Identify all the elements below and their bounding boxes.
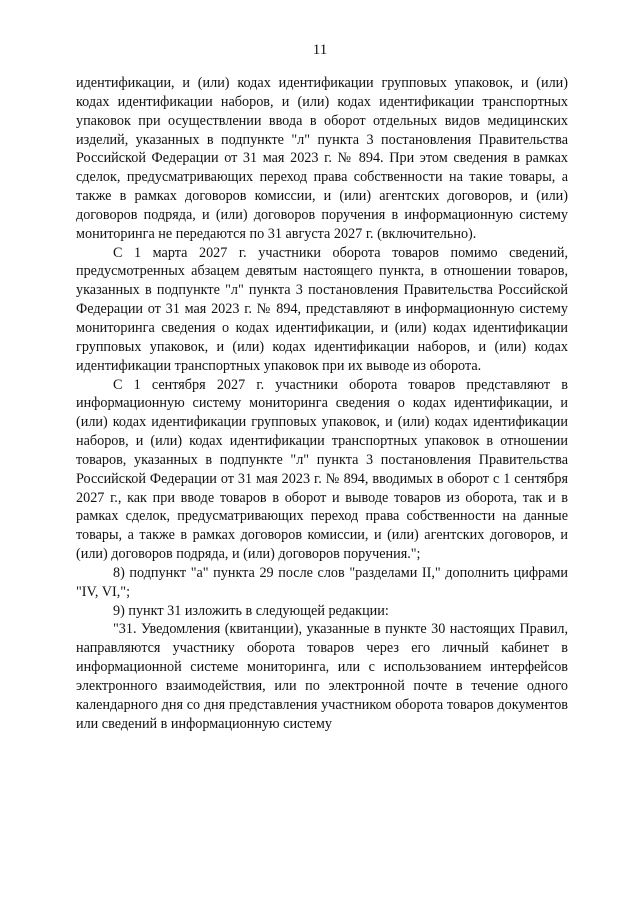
paragraph-item-31: "31. Уведомления (квитанции), указанные в пункте 30 настоящих Правил, направляются участнику оборота товаров через его личный кабинет в информационной системе мониторинга, или с использованием интерфейсов электронного взаимодействия, или по электронной почте в течение одного календарного дня со дня представления участником оборота товаров документов или сведений в информационную систему	[76, 621, 568, 732]
paragraph-subitem-8: 8) подпункт "а" пункта 29 после слов "разделами II," дополнить цифрами "IV, VI,";	[76, 564, 568, 600]
document-body	[76, 74, 568, 734]
paragraph-september-2027: С 1 сентября 2027 г. участники оборота товаров представляют в информационную систему мониторинга сведения о кодах идентификации, и (или) кодах идентификации групповых упаковок, и (или) кодах идентификации наборов, и (или) кодах идентификации транспортных упаковок в отношении товаров, указанных в подпункте "л" пункта 3 постановления Правительства Российской Федерации от 31 мая 2023 г. № 894, вводимых в оборот с 1 сентября 2027 г., как при вводе товаров в оборот и выводе товаров из оборота, так и в рамках сделок, предусматривающих переход права собственности на данные товары, а также в рамках договоров комиссии, и (или) агентских договоров, и (или) договоров подряда, и (или) договоров поручения.";	[76, 376, 568, 563]
page-number: 11	[312, 42, 328, 58]
paragraph-subitem-9: 9) пункт 31 изложить в следующей редакции:	[113, 602, 389, 619]
paragraph-march-2027: С 1 марта 2027 г. участники оборота товаров помимо сведений, предусмотренных абзацем девятым настоящего пункта, в отношении товаров, указанных в подпункте "л" пункта 3 постановления Правительства Российской Федерации от 31 мая 2023 г. № 894, представляют в информационную систему мониторинга сведения о кодах идентификации, и (или) кодах идентификации групповых упаковок, и (или) кодах идентификации наборов, и (или) кодах идентификации транспортных упаковок при их выводе из оборота.	[76, 244, 568, 374]
paragraph-continuation: идентификации, и (или) кодах идентификации групповых упаковок, и (или) кодах идентификации наборов, и (или) кодах идентификации транспортных упаковок при осуществлении ввода в оборот отдельных видов медицинских изделий, указанных в подпункте "л" пункта 3 постановления Правительства Российской Федерации от 31 мая 2023 г. № 894. При этом сведения в рамках сделок, предусматривающих переход права собственности на такие товары, а также в рамках договоров комиссии, и (или) агентских договоров, и (или) договоров подряда, и (или) договоров поручения в информационную систему мониторинга не передаются по 31 августа 2027 г. (включительно).	[76, 75, 568, 242]
